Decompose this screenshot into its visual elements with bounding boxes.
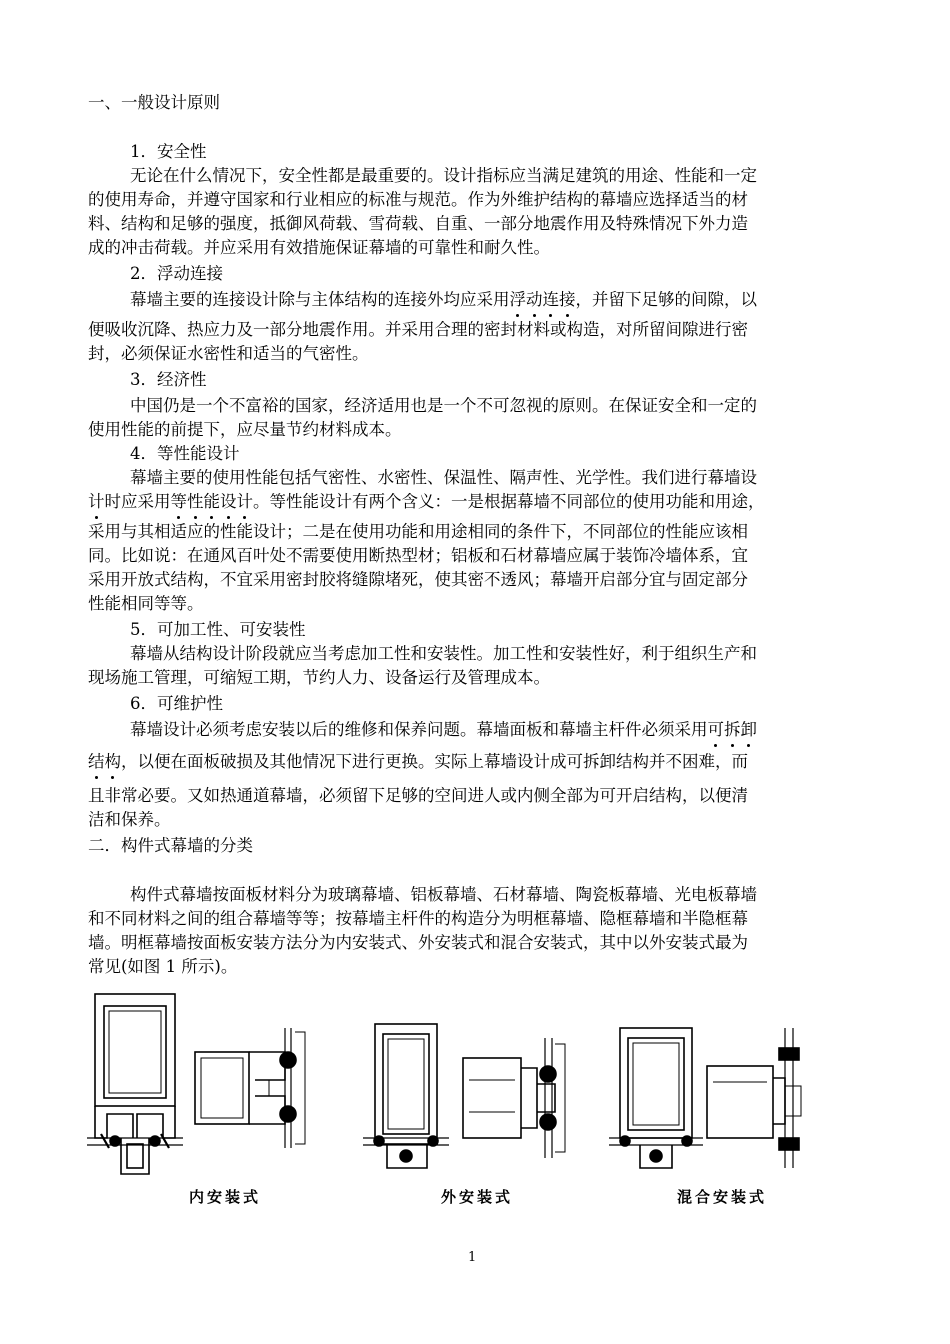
- item-title-processability: 5．可加工性、可安装性: [130, 620, 306, 639]
- section-drawings: [85, 988, 875, 1218]
- paragraph-line: 成的冲击荷载。并应采用有效措施保证幕墙的可靠性和耐久性。: [88, 238, 550, 257]
- paragraph-line: 构件式幕墙按面板材料分为玻璃幕墙、铝板幕墙、石材幕墙、陶瓷板幕墙、光电板幕墙: [130, 885, 757, 904]
- emphasis-char: 构: [104, 752, 121, 771]
- section-heading-1: 一、一般设计原则: [88, 93, 220, 112]
- outer-install-drawing: [363, 1024, 565, 1168]
- emphasis-char: 接: [559, 290, 576, 309]
- paragraph-line: 和不同材料之间的组合幕墙等等；按幕墙主杆件的构造分为明框幕墙、隐框幕墙和半隐框幕: [88, 909, 748, 928]
- inner-install-drawing: [87, 994, 305, 1174]
- emphasis-char: 动: [526, 290, 543, 309]
- emphasis-char: 可: [707, 720, 724, 739]
- paragraph-line: 采用开放式结构，不宜采用密封胶将缝隙堵死，使其密不透风；幕墙开启部分宜与固定部分: [88, 570, 748, 589]
- item-title-safety: 1．安全性: [130, 142, 207, 161]
- paragraph-line: 墙。明框幕墙按面板安装方法分为内安装式、外安装式和混合安装式，其中以外安装式最为: [88, 933, 748, 952]
- paragraph-line: 使用性能的前提下，应尽量节约材料成本。: [88, 420, 402, 439]
- paragraph-line: 洁和保养。: [88, 810, 171, 829]
- mixed-install-drawing: [609, 1028, 801, 1168]
- paragraph-line: 的使用寿命，并遵守国家和行业相应的标准与规范。作为外维护结构的幕墙应选择适当的材: [88, 190, 748, 209]
- paragraph-line: [130, 289, 757, 311]
- item-title-economy: 3．经济性: [130, 370, 207, 389]
- text-run: ，以便在面板破损及其他情况下进行更换。实际上幕墙设计成可拆卸结构并不困难，而: [121, 752, 748, 771]
- figure-caption-outer: 外安装式: [441, 1188, 514, 1206]
- item-title-floating-connection: 2．浮动连接: [130, 264, 223, 283]
- emphasis-char: 性: [187, 492, 204, 511]
- paragraph-line: 无论在什么情况下，安全性都是最重要的。设计指标应当满足建筑的用途、性能和一定: [130, 166, 757, 185]
- page-number: 1: [468, 1250, 477, 1265]
- paragraph-line: 同。比如说：在通风百叶处不需要使用断热型材；铝板和石材幕墙应属于装饰冷墙体系，宜: [88, 546, 748, 565]
- figure-caption-inner: 内安装式: [189, 1188, 262, 1206]
- emphasis-char: 卸: [740, 720, 757, 739]
- paragraph-line: 采用与其相适应的性能设计；二是在使用功能和用途相同的条件下，不同部位的性能应该相: [88, 522, 748, 541]
- emphasis-char: 能: [203, 492, 220, 511]
- text-run: 。等性能设计有两个含义：一是根据幕墙不同部位的使用功能和用途，: [253, 492, 765, 511]
- emphasis-char: 计: [236, 492, 253, 511]
- item-title-equal-performance: 4．等性能设计: [130, 444, 240, 463]
- section-heading-2: 二．构件式幕墙的分类: [88, 836, 253, 855]
- emphasis-char: 浮: [509, 290, 526, 309]
- paragraph-line: [130, 719, 757, 741]
- text-run: 幕墙主要的连接设计除与主体结构的连接外均应采用: [130, 290, 510, 309]
- paragraph-line: 且非常必要。又如热通道幕墙，必须留下足够的空间进人或内侧全部为可开启结构，以便清: [88, 786, 748, 805]
- text-run: 幕墙设计必须考虑安装以后的维修和保养问题。幕墙面板和幕墙主杆件必须采用: [130, 720, 708, 739]
- paragraph-line: 封，必须保证水密性和适当的气密性。: [88, 344, 369, 363]
- paragraph-line: 便吸收沉降、热应力及一部分地震作用。并采用合理的密封材料或构造，对所留间隙进行密: [88, 320, 748, 339]
- curtain-wall-section-figure: [85, 988, 875, 1218]
- item-title-maintainability: 6．可维护性: [130, 694, 223, 713]
- paragraph-line: 常见(如图 1 所示)。: [88, 957, 238, 976]
- emphasis-char: 等: [170, 492, 187, 511]
- paragraph-line: 幕墙从结构设计阶段就应当考虑加工性和安装性。加工性和安装性好，利于组织生产和: [130, 644, 757, 663]
- paragraph-line: 现场施工管理，可缩短工期，节约人力、设备运行及管理成本。: [88, 668, 550, 687]
- paragraph-line: 性能相同等等。: [88, 594, 204, 613]
- paragraph-line: [88, 491, 765, 513]
- text-run: 时应采用: [104, 492, 171, 511]
- emphasis-char: 拆: [724, 720, 741, 739]
- paragraph-line: [88, 751, 748, 773]
- paragraph-line: 中国仍是一个不富裕的国家，经济适用也是一个不可忽视的原则。在保证安全和一定的: [130, 396, 757, 415]
- emphasis-char: 结: [88, 752, 105, 771]
- paragraph-line: 料、结构和足够的强度，抵御风荷载、雪荷载、自重、一部分地震作用及特殊情况下外力造: [88, 214, 748, 233]
- emphasis-char: 计: [88, 492, 105, 511]
- figure-caption-mixed: 混合安装式: [677, 1188, 768, 1206]
- paragraph-line: 幕墙主要的使用性能包括气密性、水密性、保温性、隔声性、光学性。我们进行幕墙设: [130, 468, 757, 487]
- emphasis-char: 设: [220, 492, 237, 511]
- emphasis-char: 连: [542, 290, 559, 309]
- text-run: ，并留下足够的间隙，以: [575, 290, 757, 309]
